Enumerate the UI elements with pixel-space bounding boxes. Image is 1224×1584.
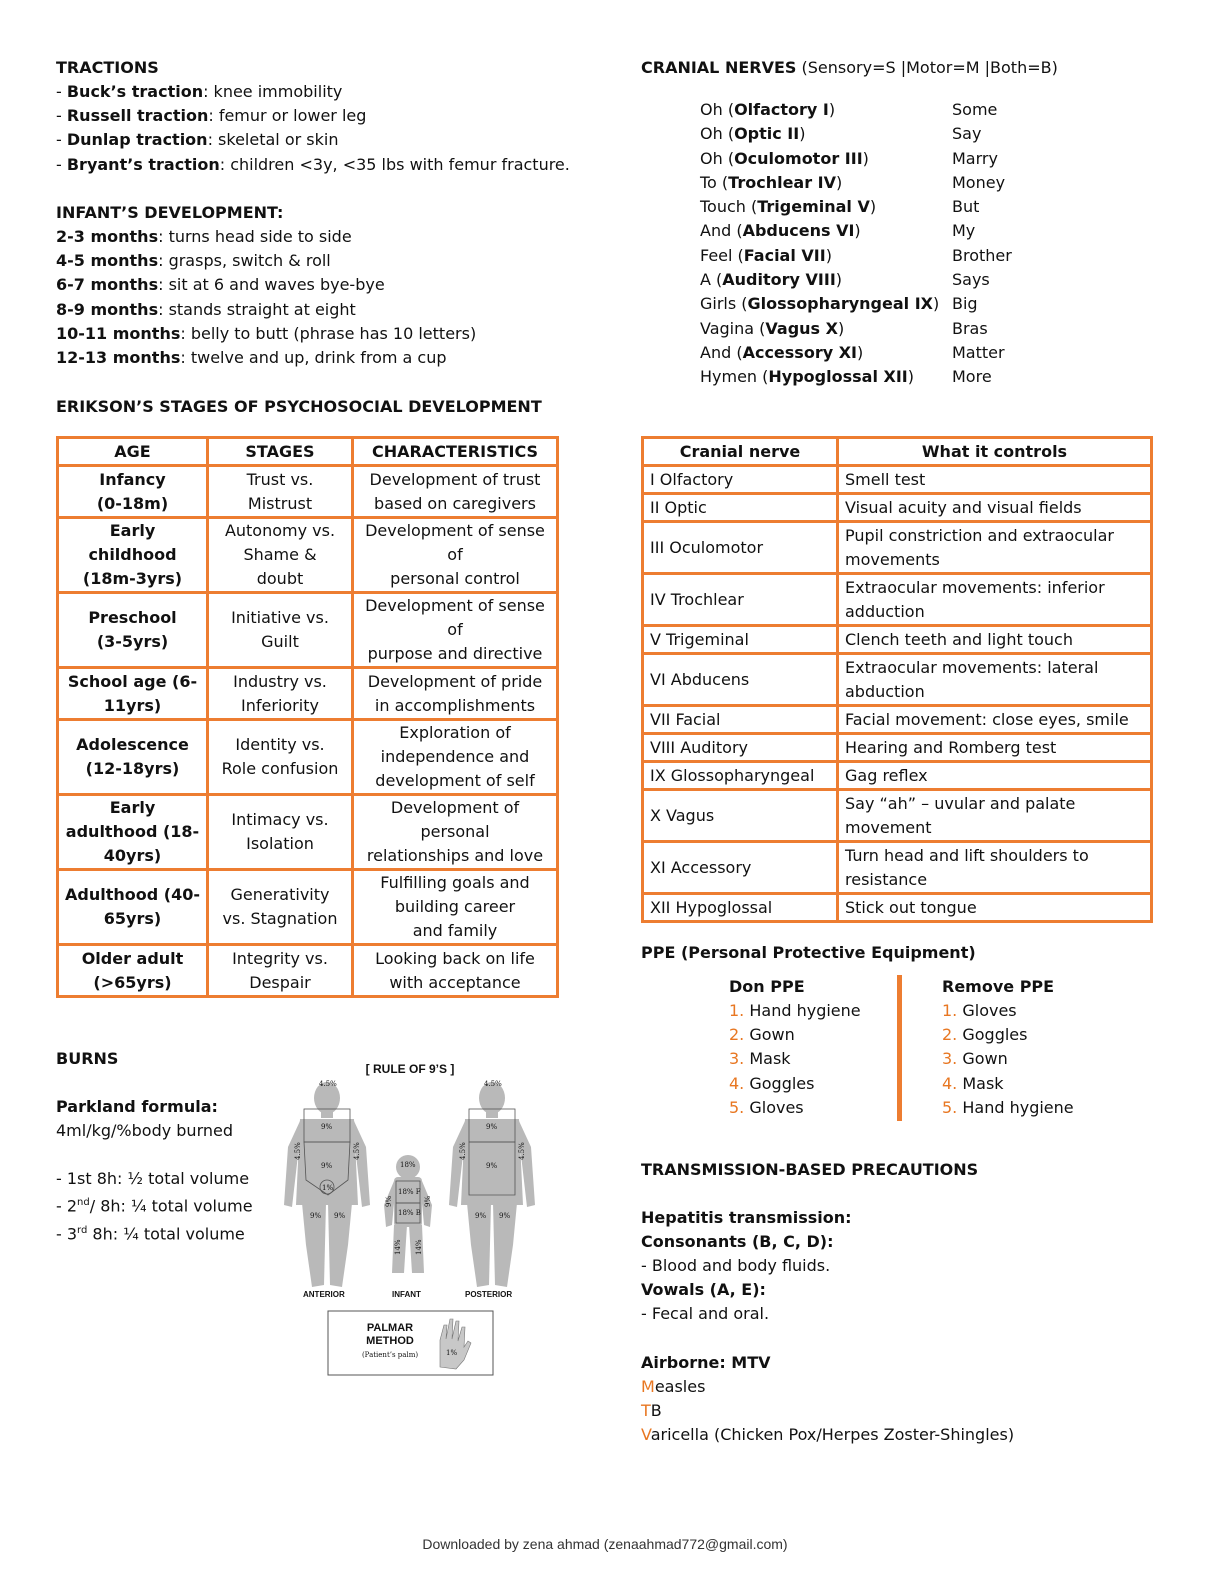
parkland-step: - 2nd/ 8h: ¼ total volume xyxy=(56,1196,253,1216)
tractions-list xyxy=(56,80,596,177)
infant-label: INFANT xyxy=(392,1290,421,1299)
erikson-row xyxy=(58,720,558,795)
don-ppe-step: 5. Gloves xyxy=(729,1097,804,1117)
infant-back-label: 18% B xyxy=(398,1209,421,1217)
infant-item: 2-3 months: turns head side to side xyxy=(56,227,352,246)
cranial-nerve: I Olfactory xyxy=(643,466,838,494)
hepatitis-title: Hepatitis transmission: xyxy=(641,1208,852,1228)
cranial-nerve-table xyxy=(641,436,1153,923)
infant-development-title: INFANT’S DEVELOPMENT: xyxy=(56,203,284,222)
anterior-abdomen-label: 9% xyxy=(321,1162,333,1170)
traction-item: - Dunlap traction: skeletal or skin xyxy=(56,130,339,150)
palmar-percent: 1% xyxy=(446,1349,458,1357)
cranial-nerve: II Optic xyxy=(643,494,838,522)
anterior-label: ANTERIOR xyxy=(303,1290,345,1299)
mnemonic-row: Feel (Facial VII) Brother xyxy=(700,245,1012,265)
infant-item: 4-5 months: grasps, switch & roll xyxy=(56,251,331,271)
traction-item: - Russell traction: femur or lower leg xyxy=(56,106,367,126)
cranial-header-row xyxy=(643,438,1152,466)
cranial-row xyxy=(643,762,1152,790)
erikson-characteristic: Development of sense of purpose and directive xyxy=(353,593,558,668)
infant-item: 12-13 months: twelve and up, drink from a cup xyxy=(56,348,447,368)
posterior-upper-back-label: 9% xyxy=(486,1123,498,1131)
cranial-row xyxy=(643,894,1152,922)
cranial-header-nerve: Cranial nerve xyxy=(643,438,838,466)
posterior-right-arm-label: 4.5% xyxy=(518,1142,526,1160)
erikson-age: Adolescence (12-18yrs) xyxy=(58,720,208,795)
cranial-header-controls: What it controls xyxy=(838,438,1152,466)
tractions-section xyxy=(56,56,596,177)
erikson-stage: Initiative vs. Guilt xyxy=(208,593,353,668)
anterior-right-leg-label: 9% xyxy=(334,1212,346,1220)
cranial-controls: Clench teeth and light touch xyxy=(838,626,1152,654)
infant-item: 8-9 months: stands straight at eight xyxy=(56,299,356,319)
infant-head-label: 18% xyxy=(400,1161,416,1169)
remove-ppe-list xyxy=(942,975,1122,1120)
cranial-nerve: VII Facial xyxy=(643,706,838,734)
erikson-header-characteristics: CHARACTERISTICS xyxy=(353,438,558,466)
download-footer: Downloaded by zena ahmad (zenaahmad772@gmail.com) xyxy=(422,1536,788,1552)
anterior-genital-label: 1% xyxy=(322,1184,334,1192)
erikson-age: Early childhood (18m-3yrs) xyxy=(58,518,208,593)
burns-section xyxy=(56,1047,296,1246)
erikson-stage: Integrity vs. Despair xyxy=(208,945,353,997)
cranial-controls: Extraocular movements: lateral abduction xyxy=(838,654,1152,706)
traction-item: - Bryant’s traction: children <3y, <35 lbs with femur fracture. xyxy=(56,154,570,174)
cranial-controls: Gag reflex xyxy=(838,762,1152,790)
don-ppe-step: 4. Goggles xyxy=(729,1073,815,1093)
don-ppe-step: 3. Mask xyxy=(729,1049,791,1069)
erikson-row xyxy=(58,870,558,945)
erikson-characteristic: Fulfilling goals and building career and family xyxy=(353,870,558,945)
erikson-table xyxy=(56,436,559,998)
cranial-row xyxy=(643,654,1152,706)
erikson-stage: Industry vs. Inferiority xyxy=(208,668,353,720)
erikson-row xyxy=(58,518,558,593)
palmar-method-box xyxy=(328,1311,493,1375)
parkland-step: - 1st 8h: ½ total volume xyxy=(56,1169,250,1189)
infant-development-section xyxy=(56,201,596,370)
cranial-nerve: XII Hypoglossal xyxy=(643,894,838,922)
erikson-header-stages: STAGES xyxy=(208,438,353,466)
cranial-nerves-heading xyxy=(641,56,1181,80)
cranial-row xyxy=(643,706,1152,734)
transmission-title: TRANSMISSION-BASED PRECAUTIONS xyxy=(641,1160,979,1179)
infant-right-arm-label: 9% xyxy=(424,1195,432,1207)
posterior-left-arm-label: 4.5% xyxy=(459,1142,467,1160)
transmission-section xyxy=(641,1158,1181,1447)
erikson-stage: Identity vs. Role confusion xyxy=(208,720,353,795)
cranial-row xyxy=(643,522,1152,574)
erikson-characteristic: Development of trust based on caregivers xyxy=(353,466,558,518)
erikson-characteristic: Development of pride in accomplishments xyxy=(353,668,558,720)
cranial-controls: Facial movement: close eyes, smile xyxy=(838,706,1152,734)
erikson-characteristic: Exploration of independence and development of self xyxy=(353,720,558,795)
remove-ppe-title: Remove PPE xyxy=(942,977,1055,996)
palmar-subtitle: (Patient’s palm) xyxy=(361,1351,419,1359)
anterior-left-leg-label: 9% xyxy=(310,1212,322,1220)
cranial-nerve: IX Glossopharyngeal xyxy=(643,762,838,790)
cranial-controls: Say “ah” – uvular and palate movement xyxy=(838,790,1152,842)
erikson-row xyxy=(58,795,558,870)
remove-ppe-step: 3. Gown xyxy=(942,1049,1008,1069)
cranial-nerves-title: CRANIAL NERVES xyxy=(641,58,797,77)
cranial-row xyxy=(643,494,1152,522)
mnemonic-row: Oh (Olfactory I) Some xyxy=(700,100,998,119)
infant-item: 6-7 months: sit at 6 and waves bye-bye xyxy=(56,275,385,295)
infant-right-leg-label: 14% xyxy=(415,1239,423,1255)
cranial-controls: Visual acuity and visual fields xyxy=(838,494,1152,522)
airborne-title: Airborne: MTV xyxy=(641,1352,771,1372)
erikson-age: Older adult (>65yrs) xyxy=(58,945,208,997)
erikson-age: Infancy (0-18m) xyxy=(58,466,208,518)
mnemonic-row: And (Accessory XI) Matter xyxy=(700,342,1005,362)
erikson-characteristic: Development of personal relationships and love xyxy=(353,795,558,870)
erikson-row xyxy=(58,466,558,518)
parkland-title: Parkland formula: xyxy=(56,1097,218,1116)
rule-of-nines-diagram xyxy=(280,1055,540,1380)
posterior-left-leg-label: 9% xyxy=(475,1212,487,1220)
cranial-nerve: IV Trochlear xyxy=(643,574,838,626)
consonants-title: Consonants (B, C, D): xyxy=(641,1232,834,1252)
remove-ppe-step: 1. Gloves xyxy=(942,1001,1017,1020)
erikson-row xyxy=(58,668,558,720)
cranial-row xyxy=(643,626,1152,654)
erikson-age: Adulthood (40- 65yrs) xyxy=(58,870,208,945)
cranial-row xyxy=(643,574,1152,626)
erikson-characteristic: Looking back on life with acceptance xyxy=(353,945,558,997)
anterior-left-arm-label: 4.5% xyxy=(294,1142,302,1160)
vowels-title: Vowals (A, E): xyxy=(641,1280,766,1300)
erikson-characteristic: Development of sense of personal control xyxy=(353,518,558,593)
remove-ppe-step: 4. Mask xyxy=(942,1073,1004,1093)
mnemonic-row: A (Auditory VIII) Says xyxy=(700,270,990,290)
anterior-right-arm-label: 4.5% xyxy=(353,1142,361,1160)
ppe-title: PPE (Personal Protective Equipment) xyxy=(641,943,976,962)
palmar-title-line2: METHOD xyxy=(366,1335,414,1347)
erikson-row xyxy=(58,593,558,668)
anterior-head-label: 4.5% xyxy=(319,1080,337,1088)
infant-left-arm-label: 9% xyxy=(385,1195,393,1207)
tractions-title: TRACTIONS xyxy=(56,58,159,77)
cranial-nerve: VIII Auditory xyxy=(643,734,838,762)
cranial-row xyxy=(643,790,1152,842)
posterior-head-label: 4.5% xyxy=(484,1080,502,1088)
burns-title: BURNS xyxy=(56,1049,119,1068)
cranial-nerve: III Oculomotor xyxy=(643,522,838,574)
infant-front-label: 18% F xyxy=(398,1188,421,1196)
erikson-age: Early adulthood (18- 40yrs) xyxy=(58,795,208,870)
posterior-right-leg-label: 9% xyxy=(499,1212,511,1220)
posterior-figure xyxy=(449,1082,535,1287)
consonants-text: - Blood and body fluids. xyxy=(641,1256,831,1276)
anterior-chest-label: 9% xyxy=(321,1123,333,1131)
cranial-nerve: X Vagus xyxy=(643,790,838,842)
erikson-stage: Trust vs. Mistrust xyxy=(208,466,353,518)
cranial-nerves-legend: (Sensory=S |Motor=M |Both=B) xyxy=(796,58,1058,77)
remove-ppe-step: 5. Hand hygiene xyxy=(942,1097,1074,1117)
rule-of-nines-title: [ RULE OF 9’S ] xyxy=(365,1062,455,1076)
erikson-stage: Intimacy vs. Isolation xyxy=(208,795,353,870)
don-ppe-step: 1. Hand hygiene xyxy=(729,1001,861,1020)
don-ppe-list xyxy=(729,975,889,1120)
posterior-lower-back-label: 9% xyxy=(486,1162,498,1170)
cranial-mnemonic-list xyxy=(700,98,1120,390)
cranial-nerve: V Trigeminal xyxy=(643,626,838,654)
cranial-controls: Turn head and lift shoulders to resistance xyxy=(838,842,1152,894)
cranial-controls: Hearing and Romberg test xyxy=(838,734,1152,762)
airborne-item: Measles xyxy=(641,1376,706,1396)
ppe-divider xyxy=(897,975,902,1121)
cranial-controls: Pupil constriction and extraocular movements xyxy=(838,522,1152,574)
erikson-stage: Generativity vs. Stagnation xyxy=(208,870,353,945)
parkland-step: - 3rd 8h: ¼ total volume xyxy=(56,1224,245,1244)
don-ppe-step: 2. Gown xyxy=(729,1025,795,1045)
posterior-label: POSTERIOR xyxy=(465,1290,513,1299)
erikson-header-row xyxy=(58,438,558,466)
cranial-row xyxy=(643,466,1152,494)
erikson-age: School age (6- 11yrs) xyxy=(58,668,208,720)
cranial-nerve: XI Accessory xyxy=(643,842,838,894)
cranial-controls: Smell test xyxy=(838,466,1152,494)
airborne-item: Varicella (Chicken Pox/Herpes Zoster-Shingles) xyxy=(641,1425,1015,1445)
don-ppe-title: Don PPE xyxy=(729,977,805,996)
cranial-row xyxy=(643,842,1152,894)
mnemonic-row: Hymen (Hypoglossal XII) More xyxy=(700,367,992,387)
mnemonic-row: And (Abducens VI) My xyxy=(700,221,976,241)
mnemonic-row: Oh (Optic II) Say xyxy=(700,124,982,144)
cranial-row xyxy=(643,734,1152,762)
palmar-title-line1: PALMAR xyxy=(366,1322,414,1334)
parkland-formula: 4ml/kg/%body burned xyxy=(56,1121,234,1140)
vowels-text: - Fecal and oral. xyxy=(641,1304,770,1324)
infant-left-leg-label: 14% xyxy=(394,1239,402,1255)
mnemonic-row: Girls (Glossopharyngeal IX) Big xyxy=(700,294,978,314)
cranial-nerves-section xyxy=(641,56,1181,80)
erikson-stage: Autonomy vs. Shame & doubt xyxy=(208,518,353,593)
cranial-controls: Stick out tongue xyxy=(838,894,1152,922)
erikson-row xyxy=(58,945,558,997)
infant-item: 10-11 months: belly to butt (phrase has 10 letters) xyxy=(56,323,477,343)
airborne-item: TB xyxy=(641,1400,662,1420)
mnemonic-row: To (Trochlear IV) Money xyxy=(700,172,1006,192)
mnemonic-row: Touch (Trigeminal V) But xyxy=(700,197,980,217)
erikson-header-age: AGE xyxy=(58,438,208,466)
erikson-age: Preschool (3-5yrs) xyxy=(58,593,208,668)
cranial-nerve: VI Abducens xyxy=(643,654,838,706)
cranial-controls: Extraocular movements: inferior adduction xyxy=(838,574,1152,626)
erikson-title: ERIKSON’S STAGES OF PSYCHOSOCIAL DEVELOPMENT xyxy=(56,397,542,416)
traction-item: - Buck’s traction: knee immobility xyxy=(56,82,343,101)
mnemonic-row: Vagina (Vagus X) Bras xyxy=(700,318,988,338)
remove-ppe-step: 2. Goggles xyxy=(942,1025,1028,1045)
mnemonic-row: Oh (Oculomotor III) Marry xyxy=(700,148,998,168)
